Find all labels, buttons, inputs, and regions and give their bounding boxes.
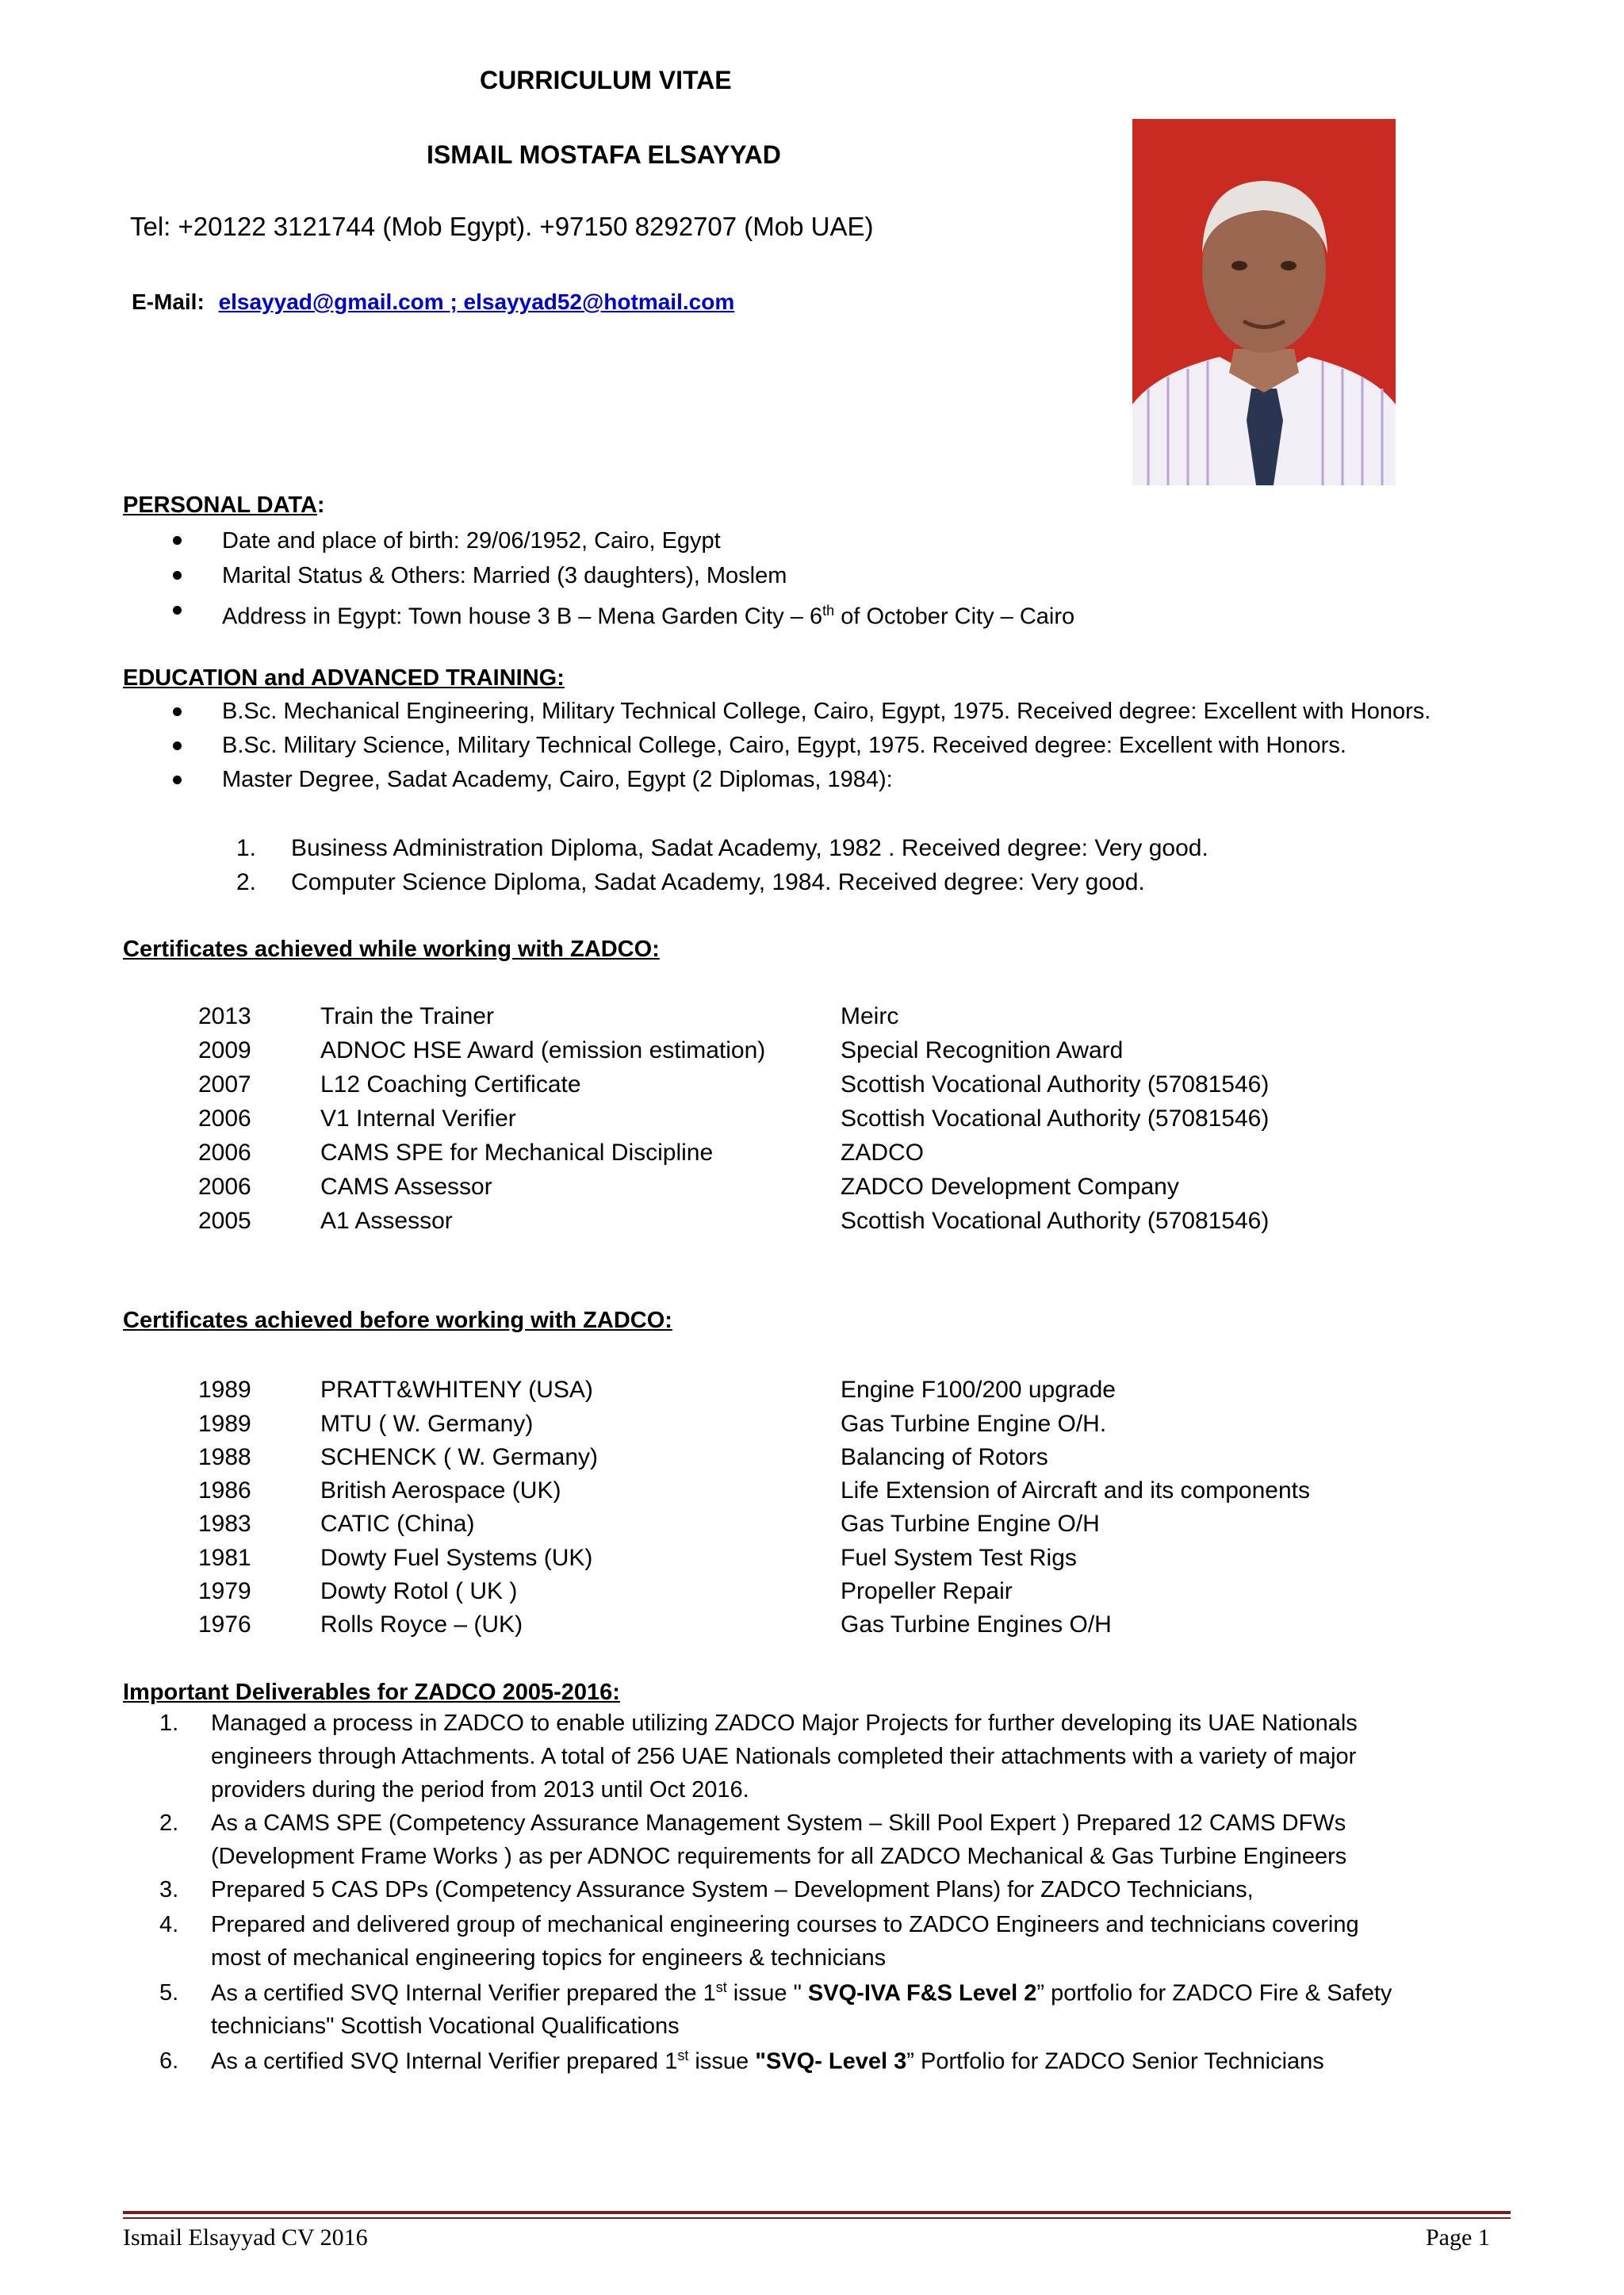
table-row [198,1137,1388,1170]
table-row [198,1171,1388,1205]
education-item: Master Degree, Sadat Academy, Cairo, Egypt (2 Diplomas, 1984): [222,767,893,792]
footer-rule [123,2211,1511,2214]
marital-info: Marital Status & Others: Married (3 daughters), Moslem [222,563,787,588]
edu-sub-num-1: 1. [236,835,257,861]
birth-info: Date and place of birth: 29/06/1952, Cairo, Egypt [222,528,721,554]
bullet-icon [173,707,182,716]
deliverable-text: As a CAMS SPE (Competency Assurance Management System – Skill Pool Expert ) Prepared 12 CAMS DFWs [211,1810,1346,1836]
deliverable-text: Prepared 5 CAS DPs (Competency Assurance System – Development Plans) for ZADCO Technicians, [211,1877,1254,1902]
table-row [198,1576,1388,1609]
d6-mid: issue [688,2048,756,2075]
footer-rule-thin [123,2217,1511,2219]
d5-post: ” portfolio for ZADCO Fire & Safety [1036,1980,1392,2006]
cert-org: Gas Turbine Engine O/H [841,1511,1100,1537]
personal-list [222,523,1491,634]
cert-year: 1981 [198,1545,251,1571]
personal-heading-colon: : [316,492,325,518]
bullet-icon [173,536,182,545]
d5-mid: issue " [726,1980,808,2006]
bullet-icon [173,741,182,750]
deliverable-num: 4. [159,1912,179,1937]
cert-name: SCHENCK ( W. Germany) [320,1444,599,1470]
deliverable-text: most of mechanical engineering topics for engineers & technicians [211,1945,887,1971]
cert-name: CAMS SPE for Mechanical Discipline [320,1140,714,1166]
cert-year: 2005 [198,1208,251,1234]
deliverable-num: 3. [159,1877,179,1902]
personal-heading: PERSONAL DATA [123,492,317,518]
cert-year: 2006 [198,1140,251,1166]
cert-name: V1 Internal Verifier [320,1105,516,1132]
cert-name: PRATT&WHITENY (USA) [320,1377,593,1403]
email-link[interactable]: elsayyad@gmail.com ; elsayyad52@hotmail.com [218,289,735,314]
table-row [198,1542,1388,1576]
table-row [198,1001,1388,1034]
cert-year: 1983 [198,1511,251,1537]
deliverable-num: 6. [159,2048,179,2074]
d5-bold: SVQ-IVA F&S Level 2 [807,1980,1037,2006]
cert-year: 2009 [198,1037,251,1063]
deliverable-text: Prepared and delivered group of mechanical engineering courses to ZADCO Engineers and technicians covering [211,1912,1359,1937]
edu-sub-num-2: 2. [236,869,257,895]
education-heading: EDUCATION and ADVANCED TRAINING: [123,665,565,691]
education-list [222,695,1503,797]
deliverable-text: (Development Frame Works ) as per ADNOC requirements for all ZADCO Mechanical & Gas Turbine Engineers [211,1844,1347,1869]
address-post: of October City – Cairo [834,603,1075,630]
table-row [198,1508,1388,1542]
cert-org: Scottish Vocational Authority (57081546) [841,1071,1270,1098]
d6-pre: As a certified SVQ Internal Verifier prepared 1 [211,2048,678,2075]
email-label: E-Mail: [132,289,205,314]
d6-sup: st [677,2048,689,2063]
d5-sup: st [715,1979,727,1995]
cert-year: 1976 [198,1611,251,1638]
cert-org: Scottish Vocational Authority (57081546) [841,1208,1270,1234]
table-row [198,1442,1388,1475]
table-row [198,1408,1388,1442]
cert-name: CAMS Assessor [320,1174,492,1200]
cert-org: Engine F100/200 upgrade [841,1377,1116,1403]
cert-name: MTU ( W. Germany) [320,1411,534,1437]
cert-name: British Aerospace (UK) [320,1477,561,1504]
deliverable-text [211,1978,1392,2010]
bullet-icon [173,606,182,615]
cert-year: 2006 [198,1105,251,1132]
footer-left: Ismail Elsayyad CV 2016 [123,2224,368,2251]
cert-org: Propeller Repair [841,1578,1013,1604]
cert-name: Dowty Rotol ( UK ) [320,1578,518,1604]
list-item [222,523,1491,558]
cert-org: Gas Turbine Engine O/H. [841,1411,1107,1437]
deliverable-text [211,2046,1324,2078]
education-item: B.Sc. Military Science, Military Technical College, Cairo, Egypt, 1975. Received degree: Excellent with Honors. [222,733,1346,758]
list-item [222,593,1491,634]
edu-sub-text-2: Computer Science Diploma, Sadat Academy, 1984. Received degree: Very good. [291,869,1145,895]
table-row [198,1205,1388,1239]
cert-name: L12 Coaching Certificate [320,1071,581,1098]
list-item [222,763,1503,797]
cert-org: Gas Turbine Engines O/H [841,1611,1112,1638]
page-number: Page 1 [1426,2224,1490,2251]
cert-org: Scottish Vocational Authority (57081546) [841,1105,1270,1132]
deliverable-num: 5. [159,1980,179,2006]
deliverable-text: providers during the period from 2013 until Oct 2016. [211,1777,749,1803]
cert-name: Rolls Royce – (UK) [320,1611,523,1638]
address-pre: Address in Egypt: Town house 3 B – Mena Garden City – 6 [222,603,823,630]
cert-org: ZADCO Development Company [841,1174,1179,1200]
personal-heading-line [123,490,325,521]
cert-org: Special Recognition Award [841,1037,1124,1063]
person-name: ISMAIL MOSTAFA ELSAYYAD [427,140,781,169]
deliverables-heading: Important Deliverables for ZADCO 2005-2016: [123,1680,620,1705]
cert-name: Dowty Fuel Systems (UK) [320,1545,593,1571]
cert-org: ZADCO [841,1140,924,1166]
certs-zadco-heading: Certificates achieved while working with ZADCO: [123,937,660,962]
cert-year: 1988 [198,1444,251,1470]
deliverable-text: engineers through Attachments. A total of 256 UAE Nationals completed their attachments with a variety of major [211,1744,1357,1769]
deliverable-num: 1. [159,1711,179,1736]
certs-before-heading: Certificates achieved before working with ZADCO: [123,1308,672,1333]
cert-name: CATIC (China) [320,1511,475,1537]
cert-name: A1 Assessor [320,1208,453,1234]
cert-org: Life Extension of Aircraft and its components [841,1477,1310,1504]
email-line [132,287,734,317]
cert-org: Balancing of Rotors [841,1444,1048,1470]
table-row [198,1475,1388,1508]
cert-year: 1989 [198,1377,251,1403]
education-item: B.Sc. Mechanical Engineering, Military Technical College, Cairo, Egypt, 1975. Received degree: Excellent with Honors. [222,699,1431,724]
list-item [222,729,1503,763]
deliverable-text: Managed a process in ZADCO to enable utilizing ZADCO Major Projects for further developing its UAE Nationals [211,1711,1358,1736]
bullet-icon [173,776,182,784]
doc-title: CURRICULUM VITAE [480,66,732,94]
cert-name: Train the Trainer [320,1003,494,1029]
d6-post: ” Portfolio for ZADCO Senior Technicians [906,2048,1324,2075]
cert-year: 1986 [198,1477,251,1504]
address-sup: th [822,603,835,619]
table-row [198,1103,1388,1136]
telephone: Tel: +20122 3121744 (Mob Egypt). +97150 8292707 (Mob UAE) [130,212,874,241]
cert-year: 2007 [198,1071,251,1098]
table-row [198,1609,1388,1642]
edu-sub-text-1: Business Administration Diploma, Sadat Academy, 1982 . Received degree: Very good. [291,835,1208,861]
d6-bold: "SVQ- Level 3 [755,2048,907,2075]
cert-year: 1979 [198,1578,251,1604]
d5-pre: As a certified SVQ Internal Verifier prepared the 1 [211,1980,716,2006]
cert-year: 1989 [198,1411,251,1437]
list-item [222,695,1503,729]
cert-org: Fuel System Test Rigs [841,1545,1077,1571]
portrait-illustration [1132,119,1396,485]
cert-name: ADNOC HSE Award (emission estimation) [320,1037,766,1063]
cert-year: 2006 [198,1174,251,1200]
profile-photo [1132,119,1396,485]
table-row [198,1374,1388,1408]
table-row [198,1069,1388,1102]
cert-year: 2013 [198,1003,251,1029]
deliverable-text: technicians" Scottish Vocational Qualifications [211,2013,680,2039]
cert-org: Meirc [841,1003,899,1029]
deliverable-num: 2. [159,1810,179,1836]
list-item [222,558,1491,593]
table-row [198,1035,1388,1068]
bullet-icon [173,571,182,580]
